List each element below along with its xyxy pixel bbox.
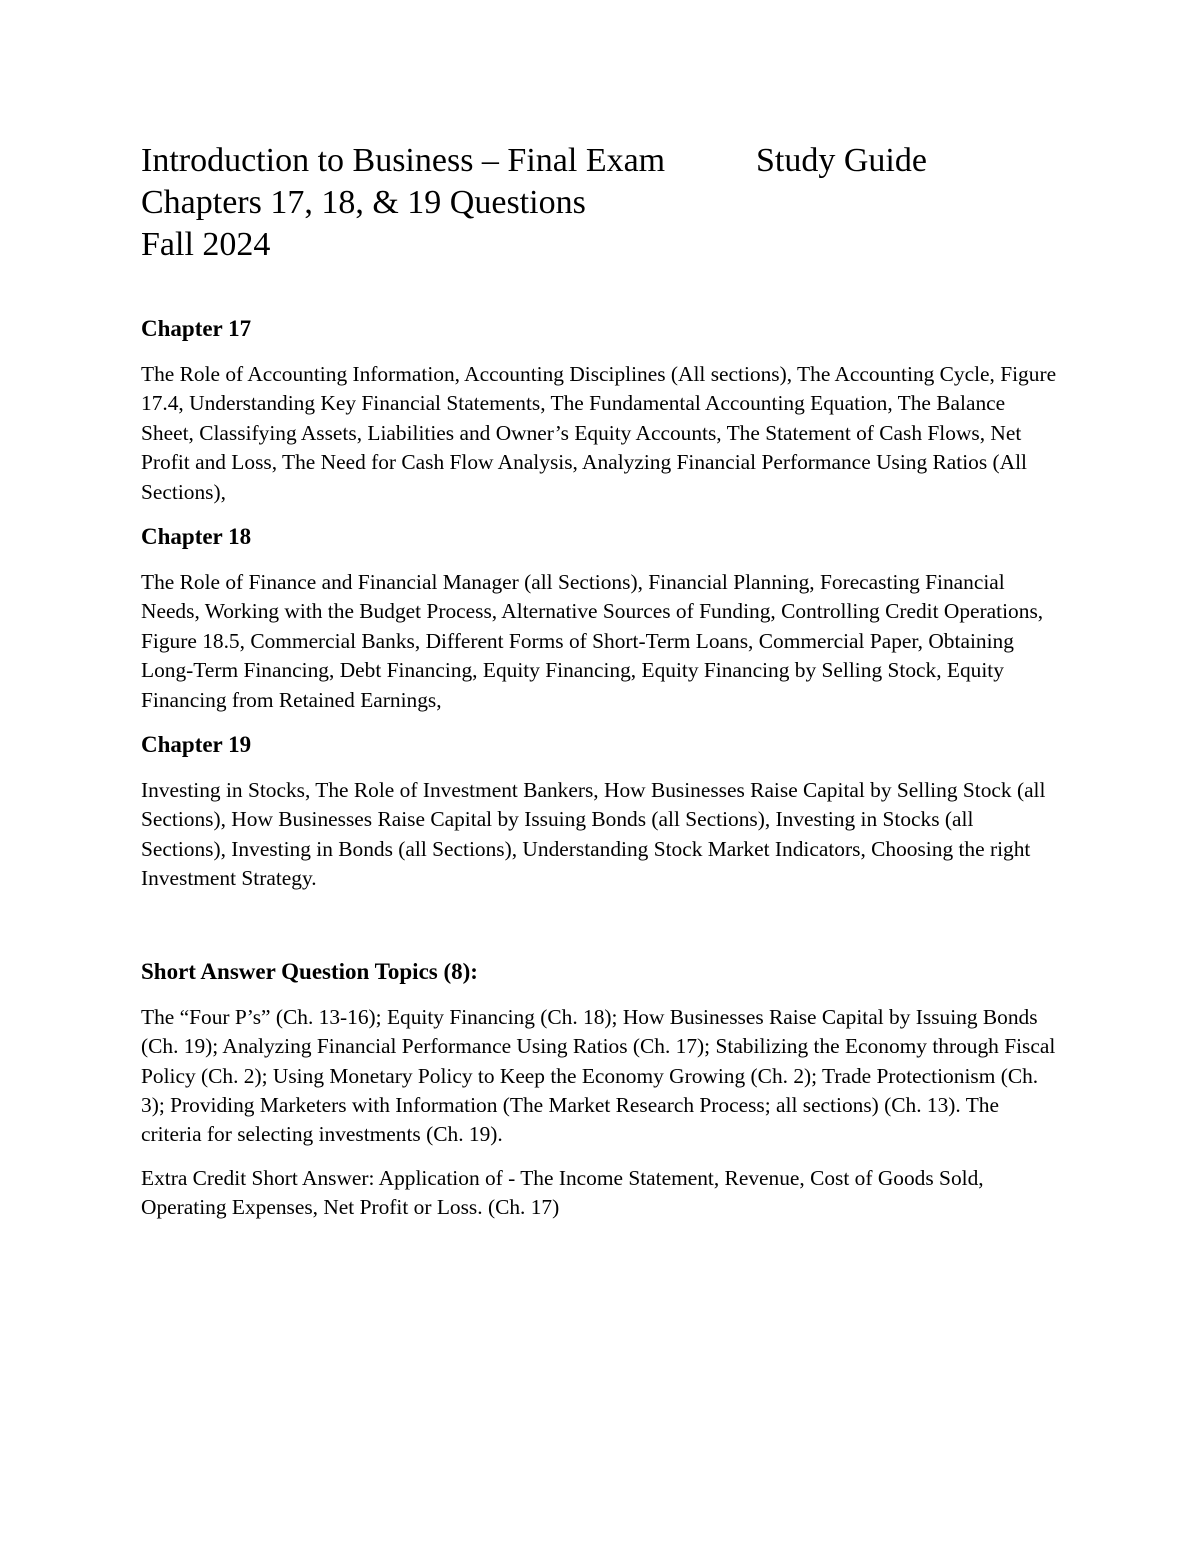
extra-credit-text: Extra Credit Short Answer: Application of - The Income Statement, Revenue, Cost of Goods Sold, Operating Expenses, Net Profit or Loss. (Ch. 17) <box>141 1165 984 1220</box>
chapter-17-heading: Chapter 17 <box>141 316 252 341</box>
chapter-18-heading: Chapter 18 <box>141 524 252 550</box>
chapter-17-topics: The Role of Accounting Information, Accounting Disciplines (All sections), The Accounting Cycle, Figure 17.4, Understanding Key Financial Statements, The Fundamental Accounting Equation, The Balance Sheet, Classifying Assets, Liabilities and Owner’s Equity Accounts, The Statement of Cash Flows, Net Profit and Loss, The Need for Cash Flow Analysis, Analyzing Financial Performance Using Ratios (All Sections), <box>141 362 1057 504</box>
term-line: Fall 2024 <box>141 226 271 263</box>
short-answer-topics: The “Four P’s” (Ch. 13-16); Equity Financing (Ch. 18); How Businesses Raise Capital by Issuing Bonds (Ch. 19); Analyzing Financial Performance Using Ratios (Ch. 17); Stabilizing the Economy through Fiscal Policy (Ch. 2); Using Monetary Policy to Keep the Economy Growing (Ch. 2); Trade Protectionism (Ch. 3); Providing Marketers with Information (The Market Research Process; all sections) (Ch. 13). The criteria for selecting investments (Ch. 19). <box>141 1004 1056 1147</box>
title-line <box>141 140 1061 182</box>
short-answer-heading: Short Answer Question Topics (8): <box>141 958 478 984</box>
document-subtitle: Study Guide <box>756 142 927 179</box>
chapters-line: Chapters 17, 18, & 19 Questions <box>141 184 586 221</box>
title-block <box>141 140 1061 266</box>
chapter-19-heading: Chapter 19 <box>141 732 252 758</box>
document-page <box>141 140 1061 1223</box>
chapter-19-topics: Investing in Stocks, The Role of Investment Bankers, How Businesses Raise Capital by Selling Stock (all Sections), How Businesses Raise Capital by Issuing Bonds (all Sections), Investing in Stocks (all Sections), Investing in Bonds (all Sections), Understanding Stock Market Indicators, Choosing the right Investment Strategy. <box>141 778 1046 891</box>
document-title: Introduction to Business – Final Exam <box>141 142 666 179</box>
chapter-18-topics: The Role of Finance and Financial Manager (all Sections), Financial Planning, Forecasting Financial Needs, Working with the Budget Process, Alternative Sources of Funding, Controlling Credit Operations, Figure 18.5, Commercial Banks, Different Forms of Short-Term Loans, Commercial Paper, Obtaining Long-Term Financing, Debt Financing, Equity Financing, Equity Financing by Selling Stock, Equity Financing from Retained Earnings, <box>141 570 1044 712</box>
